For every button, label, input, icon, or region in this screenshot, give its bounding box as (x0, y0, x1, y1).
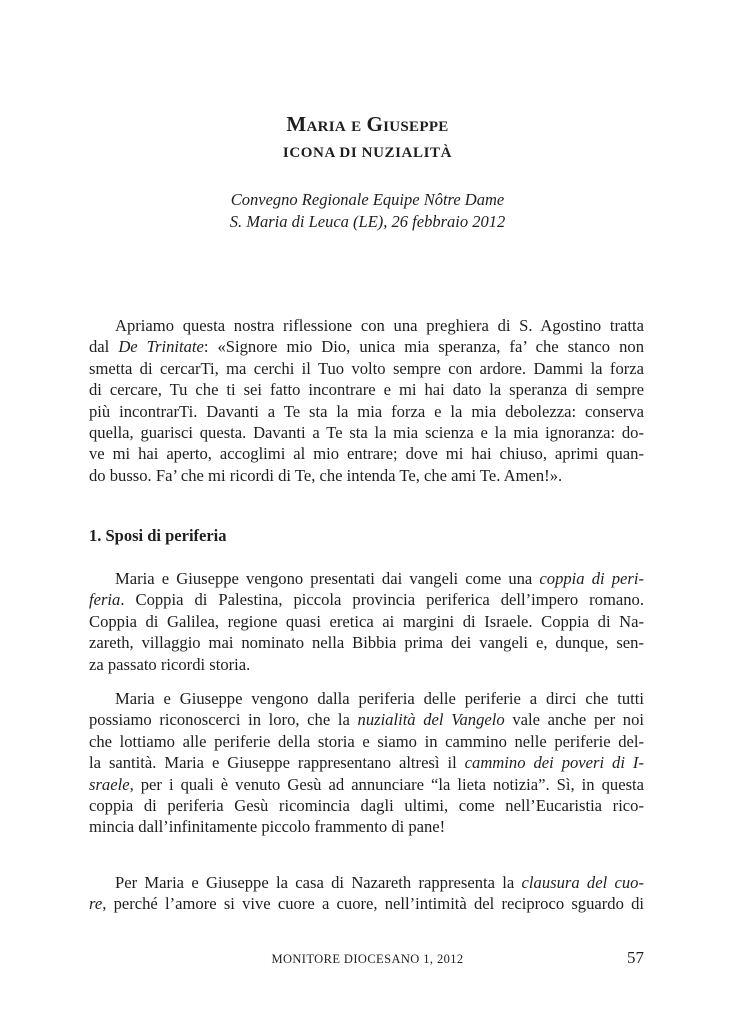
text-line: Maria e Giuseppe vengono dalla periferia delle periferie a dirci che tutti (115, 689, 644, 708)
text-line: feria. Coppia di Palestina, piccola provincia periferica dell’impero romano. (89, 590, 644, 610)
text-line: Maria e Giuseppe vengono presentati dai vangeli come una coppia di peri- (115, 569, 644, 588)
article-title (0, 112, 735, 137)
event-place-date: S. Maria di Leuca (LE), 26 febbraio 2012 (229, 212, 506, 231)
text-line: più incontrarTi. Davanti a Te sta la mia forza e la mia debolezza: conserva (89, 401, 644, 421)
section-heading: 1. Sposi di periferia (89, 526, 227, 545)
text-line: coppia di periferia Gesù ricomincia dagli ultimi, come nell’Eucaristia rico- (89, 796, 644, 816)
text-line: smetta di cercarTi, ma cerchi il Tuo volto sempre con ardore. Dammi la forza (89, 358, 644, 378)
article-title-text: MARIA E GIUSEPPE (286, 112, 449, 136)
text-line: quella, guarisci questa. Davanti a Te sta la mia scienza e la mia ignoranza: do- (89, 423, 644, 443)
text-line: zareth, villaggio mai nominato nella Bibbia prima dei vangeli e, dunque, sen- (89, 633, 644, 653)
event-name: Convegno Regionale Equipe Nôtre Dame (230, 190, 505, 209)
text-line: la santità. Maria e Giuseppe rappresentano altresì il cammino dei poveri di I- (89, 753, 644, 773)
text-line: re, perché l’amore si vive cuore a cuore, nell’intimità del reciproco sguardo di (89, 894, 644, 914)
paragraph-3 (89, 872, 644, 915)
paragraph-2 (89, 688, 644, 838)
page-number: 57 (627, 948, 644, 967)
text-line: Per Maria e Giuseppe la casa di Nazareth rappresenta la clausura del cuo- (115, 873, 644, 892)
text-line: di cercare, Tu che ti sei fatto incontrare e mi hai dato la speranza di sempre (89, 380, 644, 400)
text-line: ve mi hai aperto, accoglimi al mio entrare; dove mi hai chiuso, aprimi quan- (89, 444, 644, 464)
text-line (89, 336, 644, 357)
article-subtitle: ICONA DI NUZIALITÀ (282, 145, 453, 161)
paragraph-1 (89, 568, 644, 675)
text-line: mincia dall’infinitamente piccolo frammento di pane! (89, 817, 446, 837)
text-line: za passato ricordi storia. (89, 654, 251, 674)
text-line-content: dal De Trinitate: «Signore mio Dio, unica mia speranza, fa’ che stanco non (89, 337, 644, 357)
text-line: che lottiamo alle periferie della storia e siamo in cammino nelle periferie del- (89, 731, 644, 751)
running-footer: MONITORE DIOCESANO 1, 2012 (271, 952, 464, 966)
intro-paragraph (89, 315, 644, 486)
text-line: Apriamo questa nostra riflessione con una preghiera di S. Agostino tratta (115, 316, 644, 335)
text-line: sraele, per i quali è venuto Gesù ad annunciare “la lieta notizia”. Sì, in questa (89, 774, 644, 794)
text-line: do busso. Fa’ che mi ricordi di Te, che intenda Te, che ami Te. Amen!». (89, 465, 563, 485)
text-line: Coppia di Galilea, regione quasi eretica ai margini di Israele. Coppia di Na- (89, 611, 644, 631)
text-line: possiamo riconoscerci in loro, che la nuzialità del Vangelo vale anche per noi (89, 710, 645, 730)
